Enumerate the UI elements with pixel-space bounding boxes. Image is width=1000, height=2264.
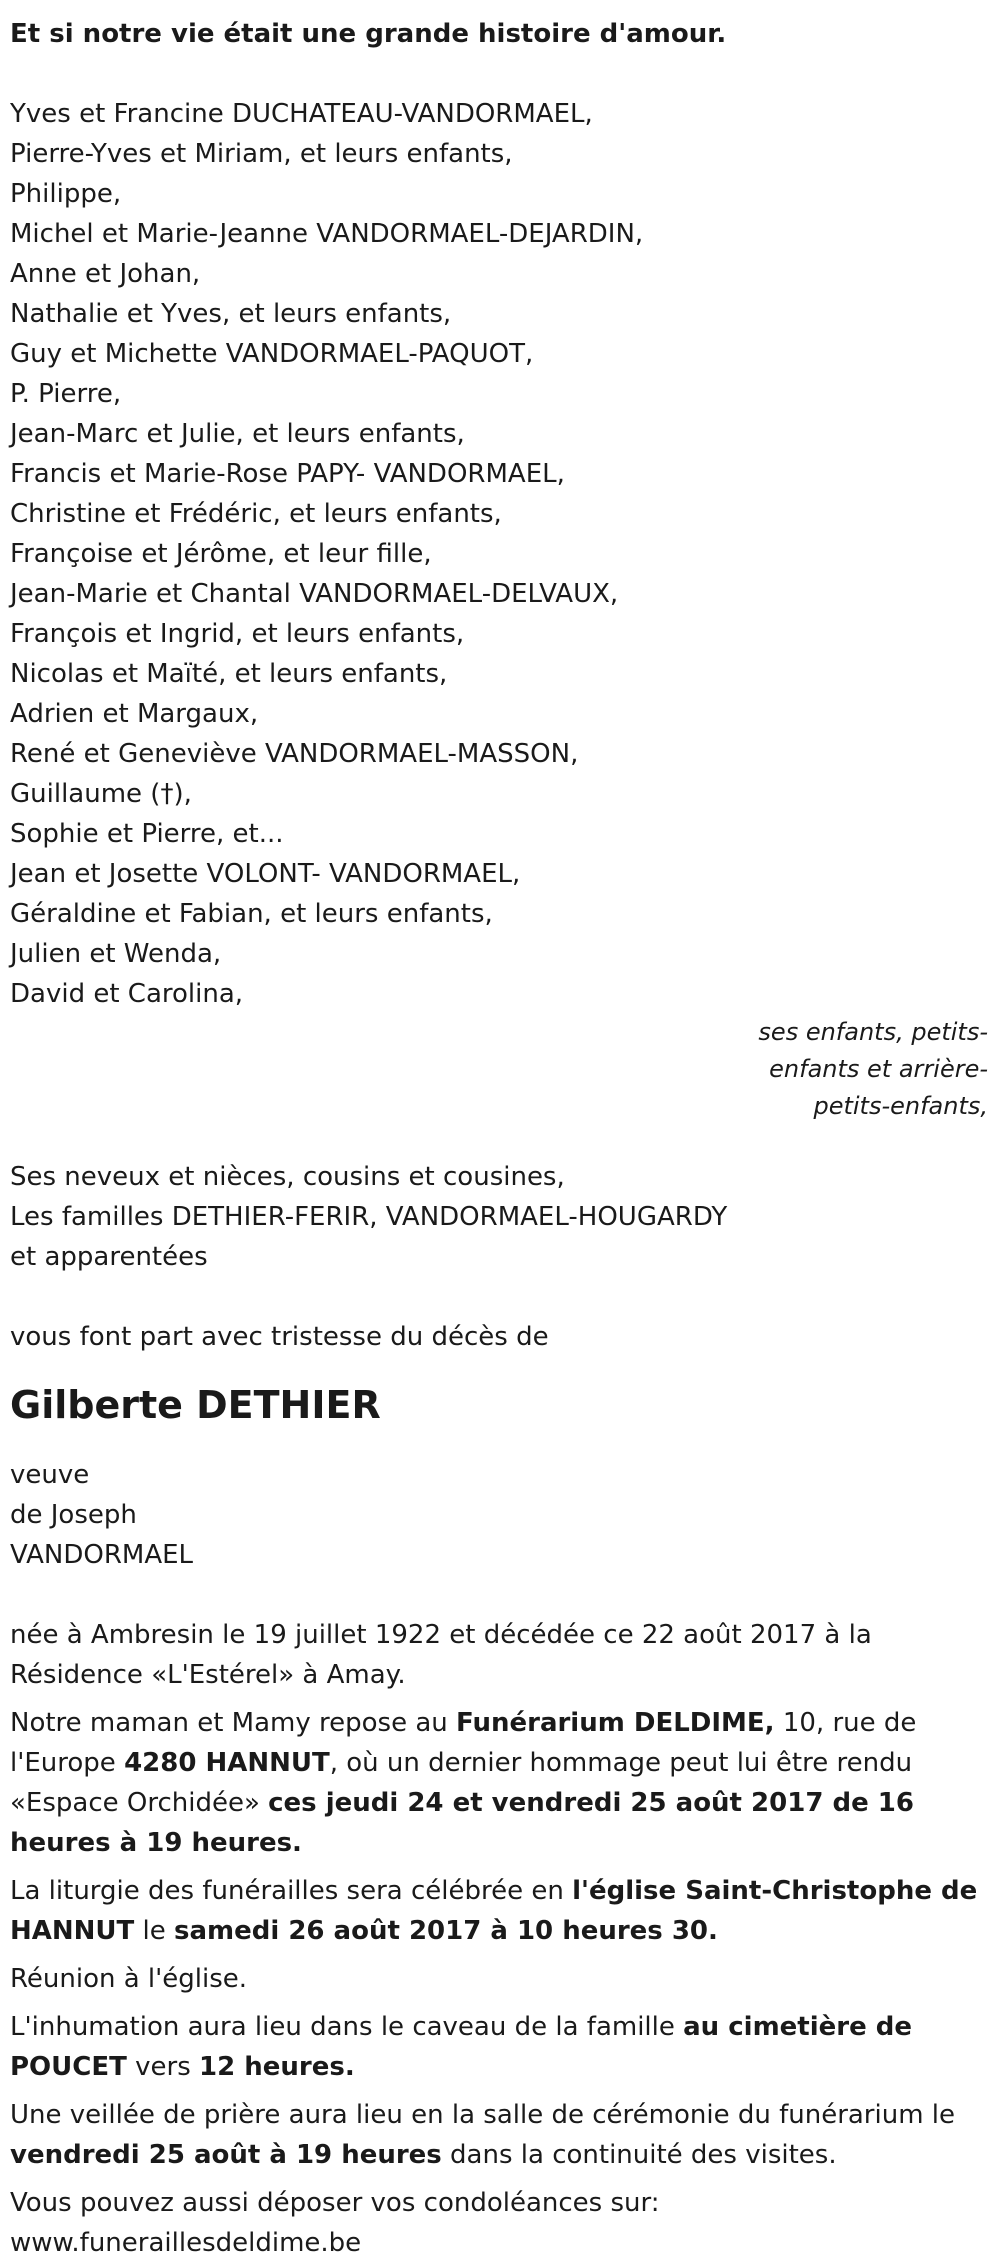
meeting-paragraph: Réunion à l'église.	[10, 1964, 248, 1994]
family-line: Nicolas et Maïté, et leurs enfants,	[10, 659, 448, 689]
liturgy-paragraph: La liturgie des funérailles sera célébrée en l'église Saint-Christophe de HANNUT le samedi 26 août 2017 à 10 heures 30.	[10, 1876, 978, 1946]
family-line: Michel et Marie-Jeanne VANDORMAEL-DEJARDIN,	[10, 219, 644, 249]
family-line: Pierre-Yves et Miriam, et leurs enfants,	[10, 139, 513, 169]
church-name: l'église Saint-Christophe de HANNUT	[10, 1876, 978, 1946]
liturgy-date: samedi 26 août 2017 à 10 heures 30.	[174, 1916, 718, 1946]
burial-time: 12 heures.	[199, 2052, 355, 2082]
relatives-line: Les familles DETHIER-FERIR, VANDORMAEL-HOUGARDY	[10, 1202, 728, 1232]
family-line: Yves et Francine DUCHATEAU-VANDORMAEL,	[10, 99, 593, 129]
family-line: P. Pierre,	[10, 379, 122, 409]
funerarium-name: Funérarium DELDIME,	[456, 1708, 775, 1738]
family-line: David et Carolina,	[10, 979, 244, 1009]
relatives-line: et apparentées	[10, 1242, 208, 1272]
family-line: Anne et Johan,	[10, 259, 201, 289]
ceremony-info	[10, 1615, 990, 2263]
family-line: Jean-Marc et Julie, et leurs enfants,	[10, 419, 465, 449]
family-line: Géraldine et Fabian, et leurs enfants,	[10, 899, 493, 929]
family-line: Jean et Josette VOLONT- VANDORMAEL,	[10, 859, 521, 889]
family-note-line: petits-enfants,	[813, 1092, 988, 1120]
cemetery-name: au cimetière de POUCET	[10, 2012, 913, 2082]
family-line: Julien et Wenda,	[10, 939, 222, 969]
announcement-text: vous font part avec tristesse du décès de	[10, 1322, 549, 1352]
birth-death-paragraph: née à Ambresin le 19 juillet 1922 et décédée ce 22 août 2017 à la Résidence «L'Estérel» à Amay.	[10, 1620, 872, 1690]
family-relationship-note	[10, 1014, 990, 1125]
deceased-name: Gilberte DETHIER	[10, 1383, 381, 1427]
family-line: Guy et Michette VANDORMAEL-PAQUOT,	[10, 339, 534, 369]
spouse-block	[10, 1455, 990, 1575]
family-note-line: ses enfants, petits-	[758, 1018, 988, 1046]
family-note-line: enfants et arrière-	[769, 1055, 988, 1083]
spouse-line: veuve	[10, 1460, 90, 1490]
vigil-paragraph: Une veillée de prière aura lieu en la salle de cérémonie du funérarium le vendredi 25 août à 19 heures dans la continuité des visites.	[10, 2100, 956, 2170]
family-line: Francis et Marie-Rose PAPY- VANDORMAEL,	[10, 459, 565, 489]
condolences-website-link[interactable]: www.funeraillesdeldime.be	[10, 2228, 362, 2258]
family-line: Christine et Frédéric, et leurs enfants,	[10, 499, 502, 529]
spouse-line: VANDORMAEL	[10, 1540, 194, 1570]
family-line: Guillaume (†),	[10, 779, 192, 809]
family-line: Philippe,	[10, 179, 122, 209]
spouse-line: de Joseph	[10, 1500, 137, 1530]
visiting-dates: ces jeudi 24 et vendredi 25 août 2017 de 16 heures à 19 heures.	[10, 1788, 914, 1858]
family-line: Adrien et Margaux,	[10, 699, 259, 729]
family-line: Sophie et Pierre, et...	[10, 819, 284, 849]
family-line: René et Geneviève VANDORMAEL-MASSON,	[10, 739, 579, 769]
burial-paragraph: L'inhumation aura lieu dans le caveau de la famille au cimetière de POUCET vers 12 heures.	[10, 2012, 913, 2082]
family-line: Françoise et Jérôme, et leur fille,	[10, 539, 432, 569]
family-line: François et Ingrid, et leurs enfants,	[10, 619, 465, 649]
resting-place-paragraph: Notre maman et Mamy repose au Funérarium DELDIME, 10, rue de l'Europe 4280 HANNUT, où un dernier hommage peut lui être rendu «Espace Orchidée» ces jeudi 24 et vendredi 25 août 2017 de 16 heures à 19 heures.	[10, 1708, 917, 1858]
family-line: Nathalie et Yves, et leurs enfants,	[10, 299, 452, 329]
family-line: Jean-Marie et Chantal VANDORMAEL-DELVAUX,	[10, 579, 619, 609]
vigil-date: vendredi 25 août à 19 heures	[10, 2140, 442, 2170]
relatives-block	[10, 1157, 990, 1277]
family-list	[10, 94, 990, 1014]
condolences-paragraph: Vous pouvez aussi déposer vos condoléances sur: www.funeraillesdeldime.be	[10, 2188, 660, 2258]
obituary-heading: Et si notre vie était une grande histoire d'amour.	[10, 19, 727, 49]
relatives-line: Ses neveux et nièces, cousins et cousines,	[10, 1162, 565, 1192]
funerarium-city: 4280 HANNUT	[124, 1748, 330, 1778]
